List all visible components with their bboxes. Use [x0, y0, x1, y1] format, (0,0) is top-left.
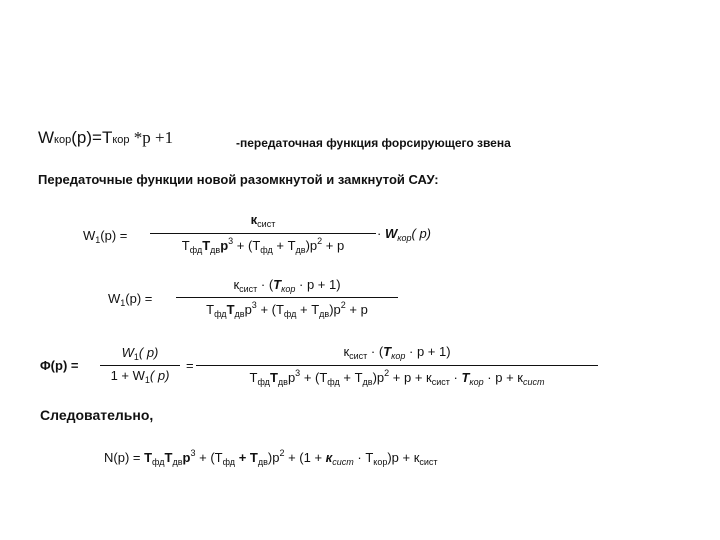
eq4-characteristic-polynomial: $N(p) = T_{фд}T_{дв}p^3 + (T_{фд} + T_{дв})p^2 + (1 + к_{сист} \cdot T_{кор})p + к_{сист}$: [104, 448, 438, 467]
formula-p: (p)=: [71, 128, 102, 147]
formula-t-sub: кор: [112, 134, 130, 146]
formula-w: W: [38, 128, 55, 147]
eq1-fraction: $к_{сист}$ $T_{фд}T_{дв}p^3 + (T_{фд} + T_{дв})p^2 + p$: [150, 212, 376, 256]
eq2-fraction: $к_{сист} \cdot (T_{кор} \cdot p + 1)$ $T_{фд}T_{дв}p^3 + (T_{фд} + T_{дв})p^2 + p$: [176, 277, 398, 321]
eq3-fraction-right: $к_{сист} \cdot (T_{кор} \cdot p + 1)$ $T_{фд}T_{дв}p^3 + (T_{фд} + T_{дв})p^2 + p + к_{сист} \cdot T_{кор} \cdot p + к_{сист}$: [196, 344, 598, 390]
eq1-lhs: $W_1(p)$ =: [83, 228, 128, 245]
eq3-equals: =: [186, 358, 194, 373]
eq1-multiplier: · $W_{кор}$( p): [377, 226, 431, 243]
section-heading: Передаточные функции новой разомкнутой и замкнутой САУ:: [38, 172, 439, 187]
forcing-link-formula: [38, 128, 173, 148]
eq3-lhs: Φ(p) =: [40, 358, 79, 373]
forcing-link-description: -передаточная функция форсирующего звена: [236, 136, 511, 150]
eq3-fraction-left: $W_1$( p) $1 + W_1$( p): [100, 345, 180, 389]
eq2-lhs: $W_1(p)$ =: [108, 291, 153, 308]
conclusion-text: Следовательно,: [40, 407, 154, 423]
formula-rest: *p +1: [133, 128, 174, 147]
formula-t: T: [101, 128, 113, 147]
formula-w-sub: кор: [54, 134, 72, 146]
